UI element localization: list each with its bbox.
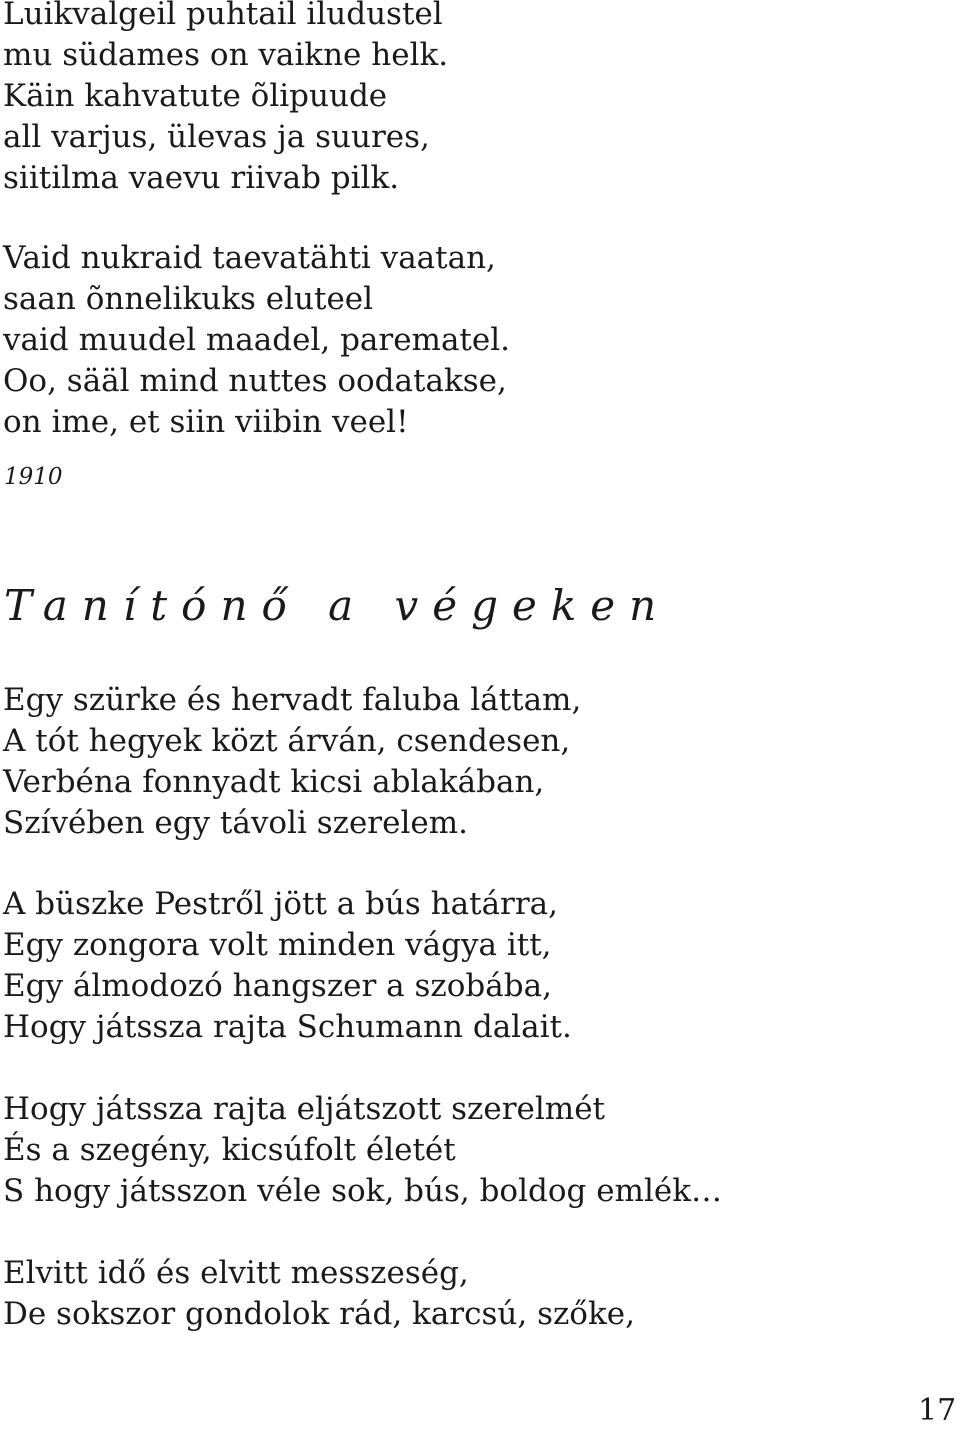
- verse-line: Käin kahvatute õlipuude: [3, 78, 388, 114]
- verse-line: Verbéna fonnyadt kicsi ablakában,: [3, 764, 545, 800]
- verse-line: mu südames on vaikne helk.: [3, 37, 449, 73]
- verse-line: siitilma vaevu riivab pilk.: [3, 160, 400, 196]
- verse-line: A büszke Pestről jött a bús határra,: [3, 886, 559, 922]
- verse-line: on ime, et siin viibin veel!: [3, 404, 409, 440]
- verse-line: Elvitt idő és elvitt messzeség,: [3, 1255, 469, 1291]
- verse-line: Egy zongora volt minden vágya itt,: [3, 927, 552, 963]
- verse-line: Hogy játssza rajta eljátszott szerelmét: [3, 1091, 606, 1127]
- verse-line: Szívében egy távoli szerelem.: [3, 805, 468, 841]
- poem2-stanza-2: [3, 884, 572, 1048]
- verse-line: Egy álmodozó hangszer a szobába,: [3, 968, 552, 1004]
- verse-line: De sokszor gondolok rád, karcsú, szőke,: [3, 1296, 635, 1332]
- verse-line: A tót hegyek közt árván, csendesen,: [3, 723, 571, 759]
- poem2-stanza-4: [3, 1253, 635, 1335]
- poem1-stanza-2: [3, 238, 510, 443]
- verse-line: Hogy játssza rajta Schumann dalait.: [3, 1009, 572, 1045]
- verse-line: saan õnnelikuks eluteel: [3, 281, 374, 317]
- poem2-stanza-1: [3, 680, 581, 844]
- verse-line: Luikvalgeil puhtail iludustel: [3, 0, 443, 32]
- verse-line: És a szegény, kicsúfolt életét: [3, 1132, 456, 1168]
- poem-title: Tanítónő a végeken: [4, 581, 671, 630]
- verse-line: S hogy játsszon véle sok, bús, boldog emlék…: [3, 1173, 722, 1209]
- verse-line: vaid muudel maadel, parematel.: [3, 322, 511, 358]
- page-number: 17: [918, 1393, 957, 1428]
- poem1-stanza-1: [3, 0, 448, 199]
- verse-line: Egy szürke és hervadt faluba láttam,: [3, 682, 582, 718]
- poem-year: 1910: [4, 464, 63, 490]
- verse-line: Oo, sääl mind nuttes oodatakse,: [3, 363, 507, 399]
- verse-line: all varjus, ülevas ja suures,: [3, 119, 430, 155]
- verse-line: Vaid nukraid taevatähti vaatan,: [3, 240, 496, 276]
- poem2-stanza-3: [3, 1089, 722, 1212]
